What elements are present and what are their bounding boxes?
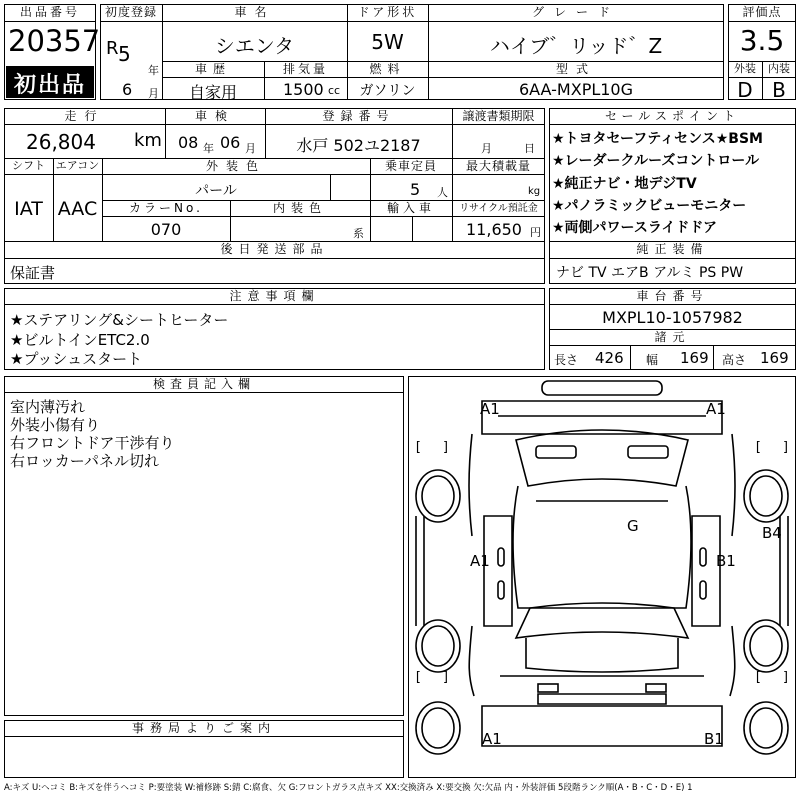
exterior-label: 外装	[734, 62, 756, 75]
sales-point: ★レーダークルーズコントロール	[552, 153, 760, 169]
inspection-year-unit: 年	[203, 142, 214, 155]
grade: ハイブ゛リッド゛Z	[489, 34, 663, 58]
model-label: 型式	[555, 62, 596, 76]
height-label: 高さ	[722, 353, 747, 367]
office-label: 事務局よりご案内	[131, 721, 276, 735]
lot-number-label: 出品番号	[19, 5, 80, 19]
svg-text:[: [	[754, 440, 762, 455]
mileage-unit: km	[134, 130, 162, 151]
color-no-label: カラーNo.	[129, 201, 203, 215]
import-label: 輸入車	[386, 201, 435, 215]
exterior-grade: D	[737, 78, 753, 102]
svg-text:]: ]	[782, 670, 790, 685]
year-unit: 年	[148, 64, 159, 77]
svg-text:[: [	[754, 670, 762, 685]
displacement-label: 排気量	[282, 62, 328, 76]
width: 169	[680, 349, 709, 367]
shift-label: シフト	[12, 159, 45, 172]
height: 169	[760, 349, 789, 367]
inspection-month-unit: 月	[245, 142, 256, 155]
int-color-label: 内装色	[272, 201, 327, 215]
dims-label: 諸元	[654, 330, 691, 344]
car-name-label: 車名	[234, 5, 275, 19]
history-label: 車歴	[194, 62, 231, 76]
first-reg-label: 初度登録	[104, 5, 157, 19]
svg-text:]: ]	[442, 440, 450, 455]
displacement: 1500	[283, 80, 324, 99]
mark-right-side: B1	[716, 552, 736, 570]
mileage: 26,804	[26, 130, 96, 154]
svg-text:]: ]	[782, 440, 790, 455]
transfer-month-unit: 月	[481, 142, 492, 155]
later-parts: 保証書	[10, 264, 56, 282]
color-label: 外装色	[205, 159, 266, 173]
mark-rear-right: B1	[704, 730, 724, 748]
seats-label: 乗車定員	[384, 159, 437, 173]
reg-no-label: 登録番号	[322, 109, 395, 123]
sales-point: ★パノラミックビューモニター	[552, 198, 747, 214]
transfer-doc-label: 譲渡書類期限	[462, 109, 535, 123]
seats: 5	[410, 180, 421, 199]
int-color-unit: 系	[353, 227, 364, 240]
sales-point: ★トヨタセーフティセンス★BSM	[552, 131, 763, 147]
inspection-year: 08	[178, 133, 199, 152]
lot-number: 20357	[8, 24, 101, 58]
legend: A:キズ U:ヘコミ B:キズを伴うヘコミ P:要塗装 W:補修跡 S:錆 C:腐食、欠 G:フロントガラス点キズ XX:交換済み X:要交換 欠:欠品 内・外装評価 5段階ランク順(A・B・C・D・E) 1	[4, 783, 693, 793]
color: パール	[195, 183, 237, 199]
svg-text:[: [	[414, 670, 422, 685]
mark-front-right: A1	[706, 400, 726, 418]
interior-grade: B	[772, 78, 786, 102]
reg-no: 水戸 502ユ2187	[296, 136, 421, 155]
inspection-month: 06	[220, 133, 241, 152]
mileage-label: 走行	[64, 109, 105, 123]
equipment-label: 純正装備	[636, 242, 709, 256]
inspector-label: 検査員記入欄	[152, 377, 255, 391]
transfer-day-unit: 日	[524, 142, 535, 155]
sales-point: ★純正ナビ・地デジTV	[552, 176, 697, 192]
mark-left-side: A1	[470, 552, 490, 570]
color-no: 070	[150, 220, 182, 239]
mark-rear-left: A1	[482, 730, 502, 748]
interior-label: 内装	[768, 62, 790, 75]
svg-text:[: [	[414, 440, 422, 455]
era: R	[106, 38, 119, 59]
inspector-line: 右フロントドア干渉有り	[10, 434, 175, 452]
recycle-unit: 円	[530, 226, 541, 239]
year: 5	[118, 42, 131, 66]
score-label: 評価点	[742, 5, 782, 19]
recycle: 11,650	[466, 220, 522, 239]
first-time-label: 初出品	[13, 73, 86, 98]
later-parts-label: 後日発送部品	[220, 242, 329, 256]
note-item: ★ビルトインETC2.0	[10, 331, 150, 349]
ac: AAC	[57, 198, 98, 220]
seats-unit: 人	[437, 186, 448, 199]
shift: IAT	[14, 198, 43, 220]
car-diagram	[408, 376, 796, 778]
inspection-label: 車検	[194, 109, 235, 123]
sales-point: ★両側パワースライドドア	[552, 220, 718, 236]
chassis-number: MXPL10-1057982	[602, 308, 743, 327]
note-item: ★プッシュスタート	[10, 350, 143, 368]
load-unit: kg	[528, 186, 541, 197]
load-label: 最大積載量	[465, 159, 531, 173]
month: 6	[122, 80, 133, 99]
inspector-line: 室内薄汚れ	[10, 398, 86, 416]
chassis-label: 車台番号	[636, 289, 709, 303]
grade-label: グレード	[531, 5, 620, 19]
mark-right-rocker: B4	[762, 524, 782, 542]
recycle-label: リサイクル預託金	[459, 203, 538, 214]
svg-text:]: ]	[442, 670, 450, 685]
fuel: ガソリン	[359, 83, 416, 99]
note-item: ★ステアリング&シートヒーター	[10, 311, 229, 329]
displacement-unit: cc	[328, 84, 341, 97]
month-unit: 月	[148, 87, 159, 100]
notes-label: 注意事項欄	[229, 289, 320, 303]
history: 自家用	[188, 83, 237, 102]
equipment: ナビ TV エアB アルミ PS PW	[556, 265, 744, 281]
length-label: 長さ	[554, 353, 579, 367]
door-label: ドア形状	[357, 5, 418, 19]
ac-label: エアコン	[55, 159, 100, 172]
car-name: シエンタ	[214, 34, 295, 58]
sales-points-label: セールスポイント	[605, 109, 740, 123]
inspector-line: 外装小傷有り	[10, 416, 101, 434]
model: 6AA-MXPL10G	[518, 80, 634, 99]
width-label: 幅	[646, 353, 659, 367]
mark-windshield: G	[627, 517, 639, 535]
fuel-label: 燃料	[369, 62, 406, 76]
door: 5W	[371, 30, 404, 54]
mark-front-left: A1	[480, 400, 500, 418]
length: 426	[595, 349, 624, 367]
inspector-line: 右ロッカーパネル切れ	[10, 452, 159, 470]
score: 3.5	[739, 24, 785, 57]
